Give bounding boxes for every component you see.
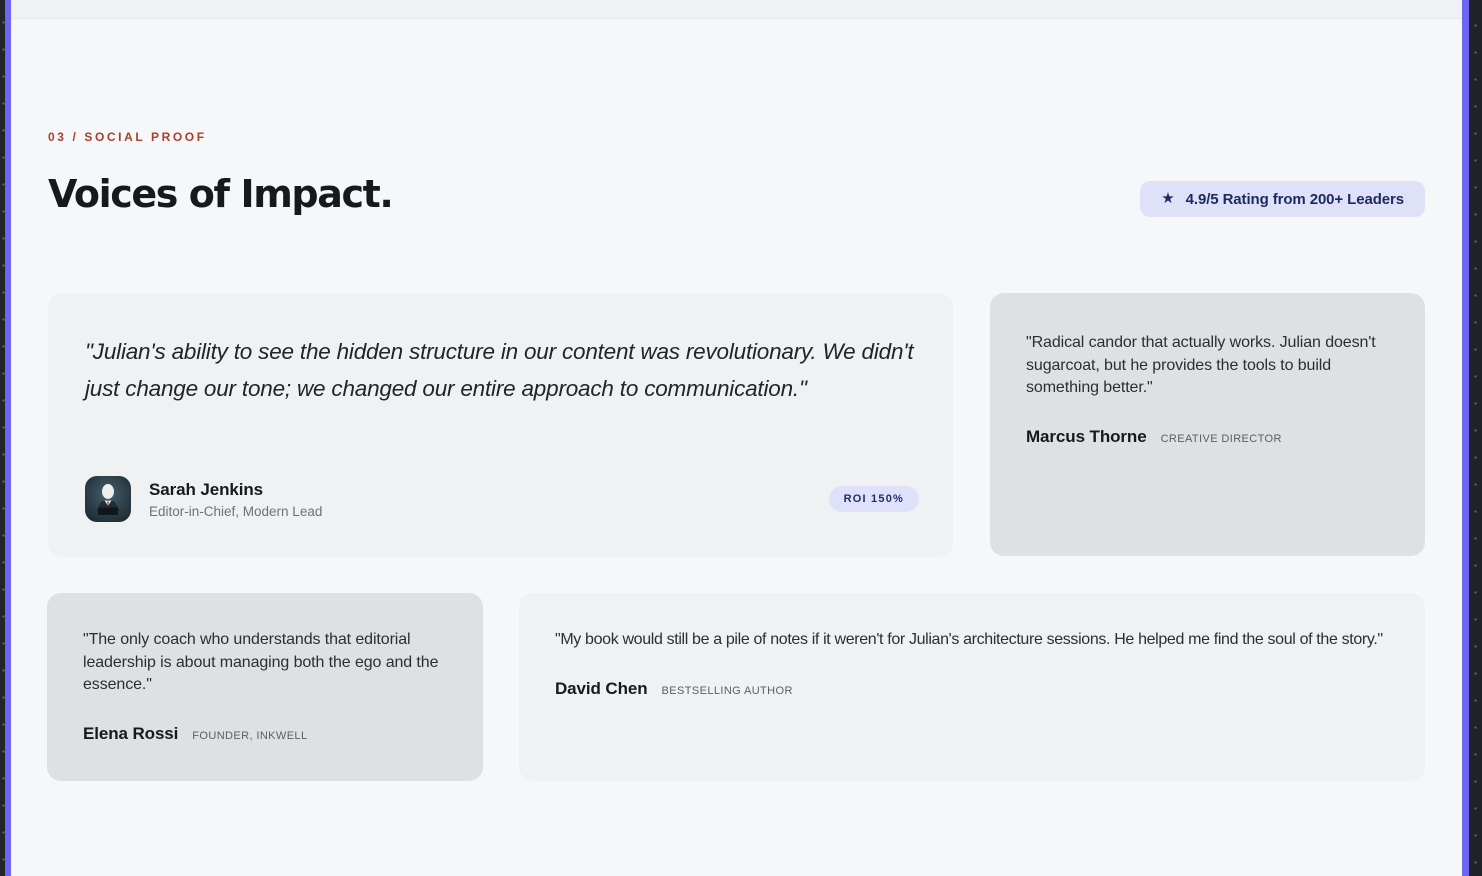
author-name: Elena Rossi bbox=[83, 723, 179, 743]
author-title: Editor-in-Chief, Modern Lead bbox=[149, 503, 323, 519]
rating-badge-label: 4.9/5 Rating from 200+ Leaders bbox=[1185, 190, 1404, 208]
testimonial-author-row bbox=[85, 476, 919, 522]
star-icon: ★ bbox=[1161, 189, 1175, 207]
testimonial-card-featured bbox=[48, 293, 953, 557]
right-perforated-edge bbox=[1469, 0, 1482, 876]
author-name: David Chen bbox=[555, 678, 648, 698]
testimonial-card-fourth bbox=[519, 593, 1425, 781]
previous-section-edge bbox=[11, 0, 1462, 19]
testimonial-author-row bbox=[1026, 427, 1389, 447]
testimonial-author-row bbox=[555, 679, 1389, 699]
testimonial-quote: "My book would still be a pile of notes if it weren't for Julian's architecture sessions. He helped me find the soul of the story." bbox=[555, 631, 1383, 648]
testimonial-card-third bbox=[47, 593, 483, 781]
rating-badge bbox=[1140, 181, 1425, 217]
person-avatar-icon bbox=[85, 476, 131, 522]
testimonial-author-row bbox=[83, 724, 447, 744]
author-name: Marcus Thorne bbox=[1026, 426, 1147, 446]
testimonial-quote: "Julian's ability to see the hidden structure in our content was revolutionary. We didn't just change our tone; we changed our entire approach to communication." bbox=[85, 339, 914, 401]
author-name: Sarah Jenkins bbox=[149, 479, 263, 499]
author-role: CREATIVE DIRECTOR bbox=[1160, 432, 1282, 445]
author-role: BESTSELLING AUTHOR bbox=[661, 684, 793, 697]
roi-metric-badge: ROI 150% bbox=[829, 486, 919, 512]
page-title: Voices of Impact. bbox=[48, 172, 393, 216]
author-role: FOUNDER, INKWELL bbox=[192, 729, 308, 742]
right-accent-rail bbox=[1462, 0, 1469, 876]
testimonial-author-meta bbox=[149, 480, 829, 519]
testimonial-quote: "The only coach who understands that editorial leadership is about managing both the ego and the essence." bbox=[83, 631, 439, 693]
left-accent-rail bbox=[5, 0, 11, 876]
testimonial-quote: "Radical candor that actually works. Julian doesn't sugarcoat, but he provides the tools to build something better." bbox=[1026, 334, 1376, 396]
section-label: 03 / SOCIAL PROOF bbox=[48, 130, 207, 144]
testimonial-card-secondary bbox=[990, 293, 1425, 556]
